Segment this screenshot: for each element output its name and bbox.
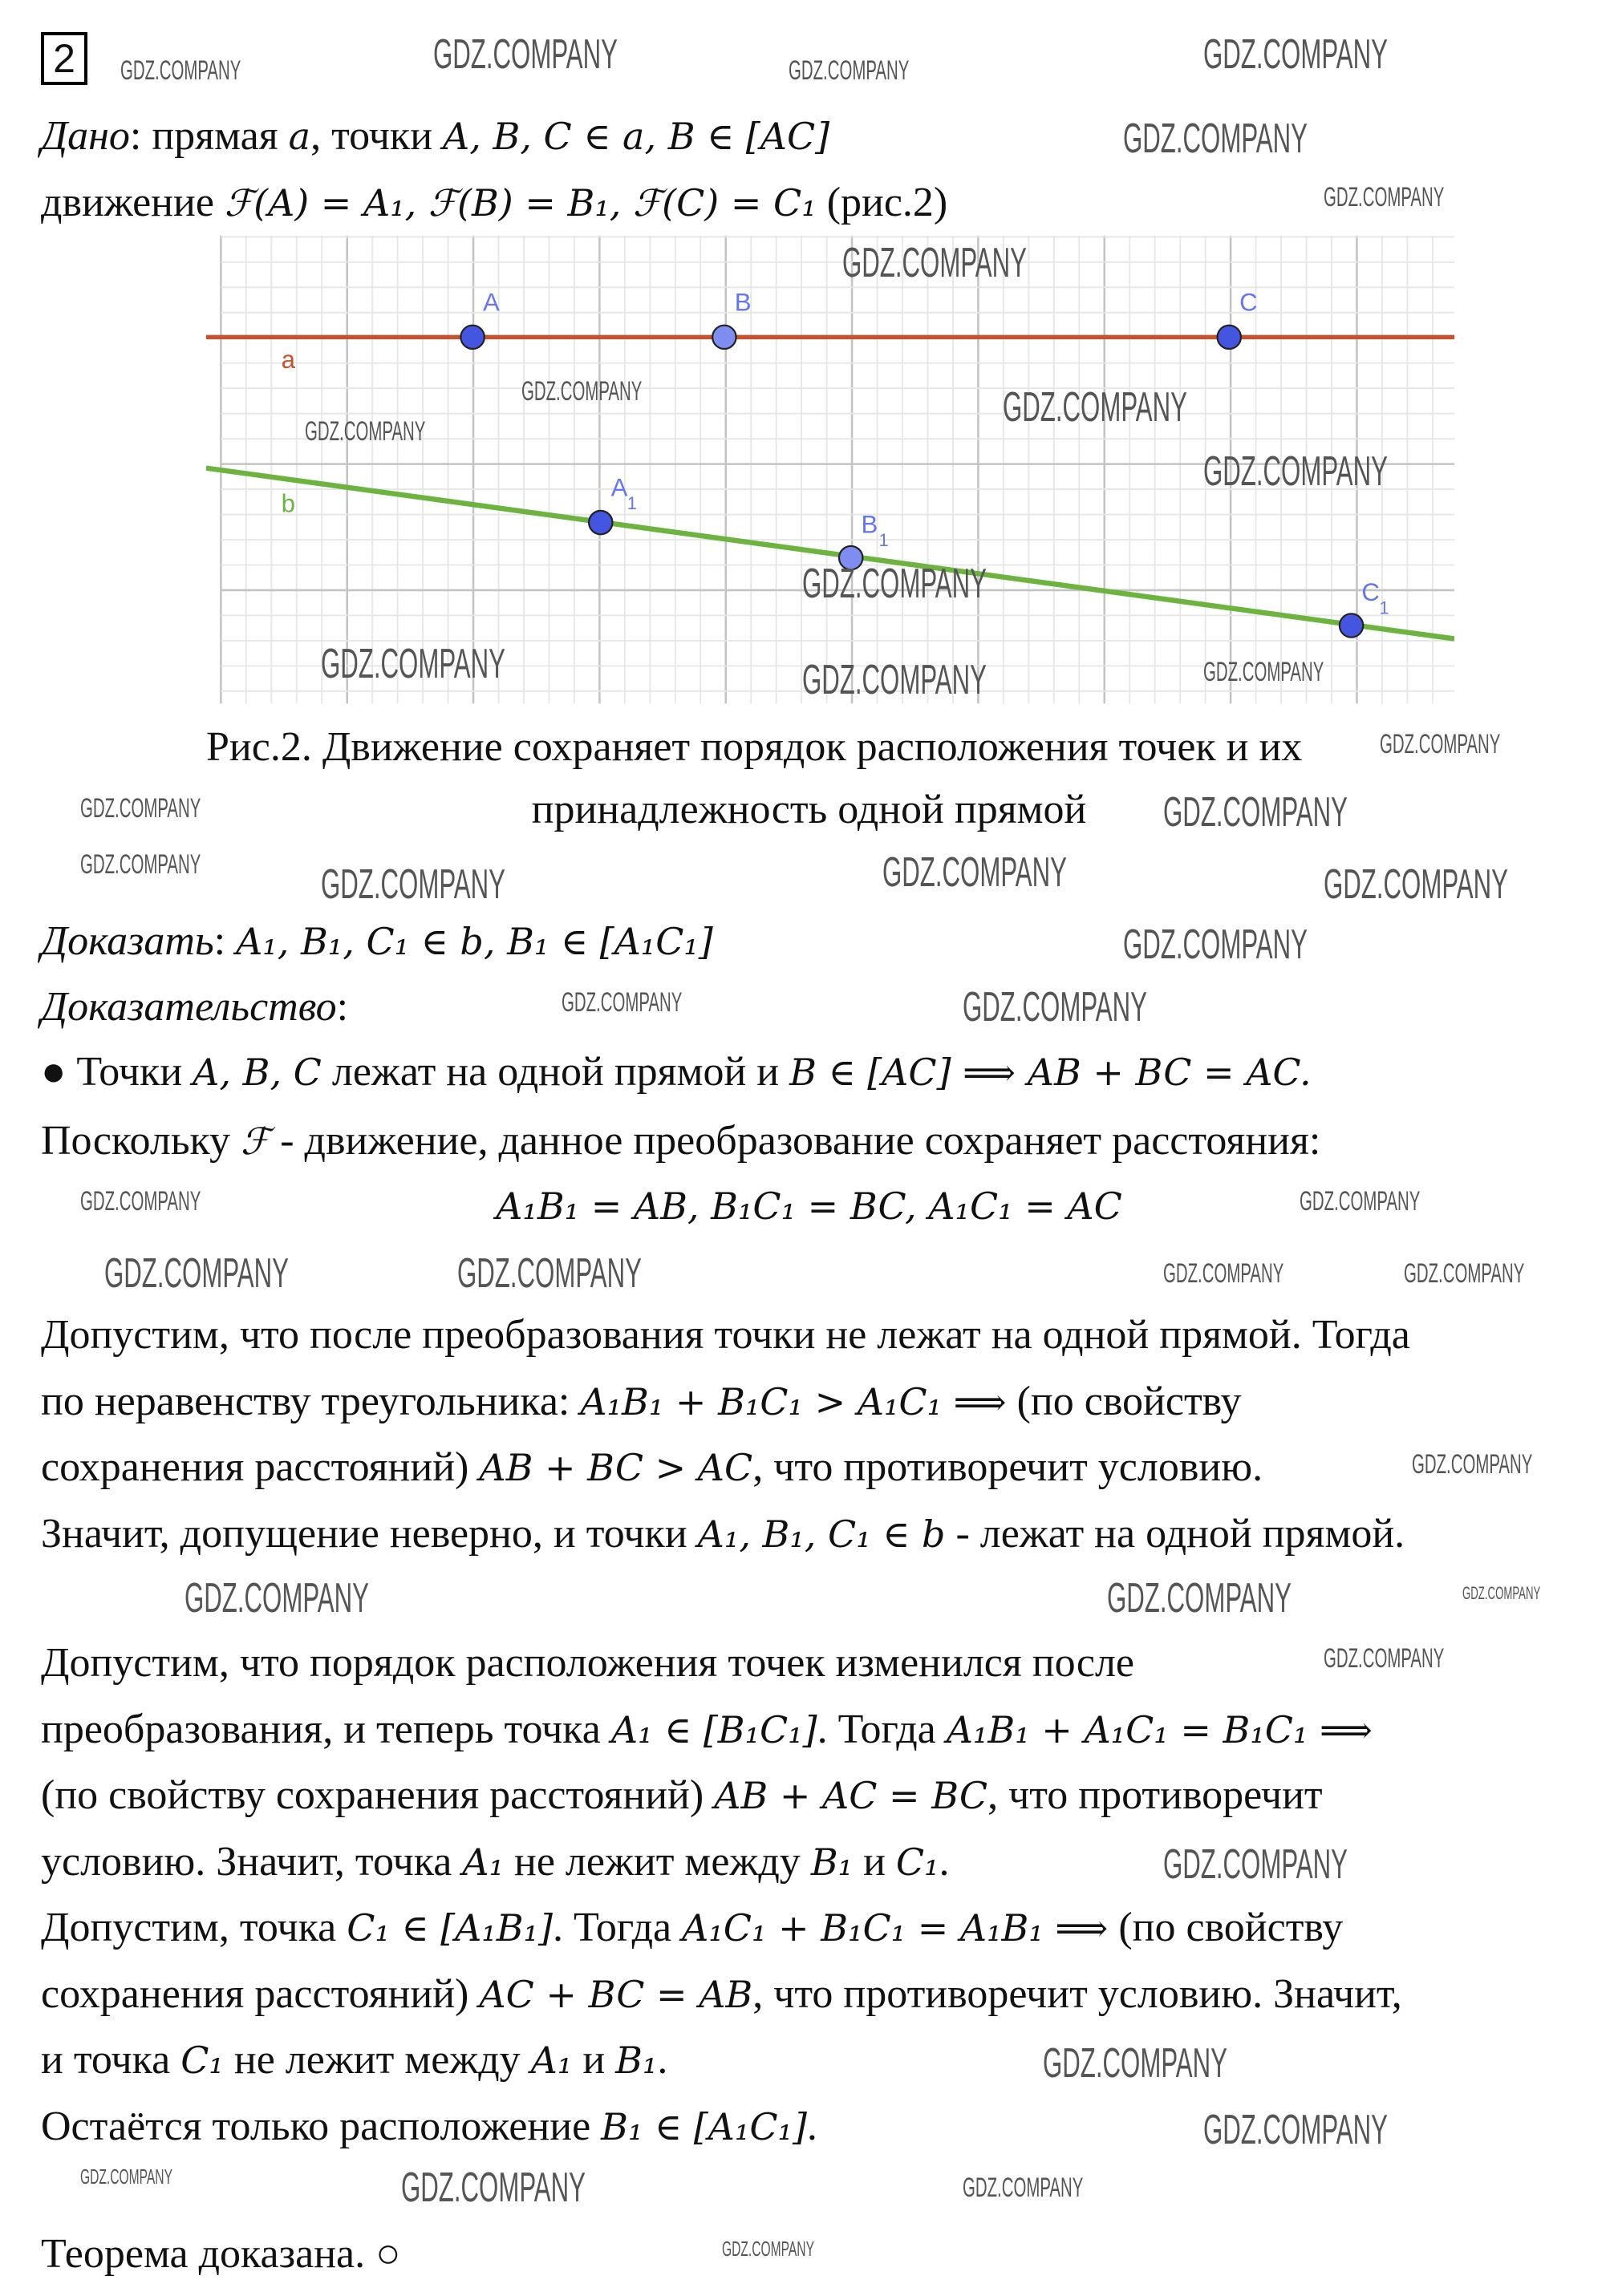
watermark: GDZ.COMPANY (1404, 1258, 1525, 1289)
label-C1: C (1361, 577, 1380, 606)
watermark: GDZ.COMPANY (1412, 1449, 1533, 1480)
proof-line (41, 1117, 1320, 1165)
math-expression: C₁ ∈ [A₁B₁] (347, 1906, 553, 1950)
text-segment: и (572, 2037, 616, 2083)
label-b: b (281, 489, 295, 518)
label-B: B (734, 288, 752, 317)
text-segment: , точки (310, 113, 444, 159)
label-C1-sub: 1 (1379, 597, 1389, 618)
watermark: GDZ.COMPANY (1324, 182, 1445, 213)
text-segment: : прямая (129, 113, 289, 159)
watermark: GDZ.COMPANY (789, 55, 910, 86)
text-segment: Теорема доказана. ○ (41, 2231, 401, 2277)
text-segment: и точка (41, 2037, 181, 2083)
watermark: GDZ.COMPANY (185, 1575, 369, 1622)
label-B1: B (861, 510, 878, 539)
label-A1-sub: 1 (627, 493, 638, 514)
watermark: GDZ.COMPANY (1107, 1575, 1292, 1622)
watermark: GDZ.COMPANY (1203, 2107, 1388, 2153)
math-expression: A, B, C (193, 1051, 322, 1094)
proof-heading (41, 983, 348, 1031)
watermark: GDZ.COMPANY (1203, 31, 1388, 78)
math-expression: A₁B₁ + A₁C₁ = B₁C₁ ⟹ (946, 1708, 1373, 1751)
given-line (41, 112, 829, 160)
math-expression: AC + BC = AB (479, 1973, 753, 2016)
watermark: GDZ.COMPANY (433, 31, 618, 78)
math-expression: ℱ (241, 1120, 270, 1163)
watermark: GDZ.COMPANY (1163, 1258, 1284, 1289)
text-segment: . (806, 2104, 817, 2149)
watermark: GDZ.COMPANY (1203, 657, 1324, 687)
proof-line (41, 1772, 1323, 1820)
text-segment: - движение, данное преобразование сохраняет расстояния: (270, 1118, 1321, 1164)
point-C (1218, 326, 1241, 349)
text-segment: сохранения расстояний) (41, 1971, 480, 2017)
math-expression: A₁, B₁, C₁ ∈ b (697, 1512, 946, 1556)
text-segment: Остаётся только расположение (41, 2104, 602, 2149)
caption-line-1 (206, 723, 1302, 771)
watermark: GDZ.COMPANY (120, 55, 241, 86)
text-segment: по неравенству треугольника: (41, 1379, 581, 1424)
watermark: GDZ.COMPANY (802, 561, 987, 607)
watermark: GDZ.COMPANY (842, 240, 1027, 286)
math-expression: A₁ ∈ [B₁C₁] (610, 1708, 817, 1751)
point-A (460, 326, 484, 349)
proof-line (41, 1838, 950, 1886)
proof-line (41, 1048, 1312, 1096)
point-B (712, 326, 736, 349)
text-segment: движение (41, 180, 225, 225)
caption-line-2 (0, 786, 1618, 834)
watermark: GDZ.COMPANY (963, 984, 1147, 1031)
text-segment: не лежит между (504, 1839, 811, 1885)
text-segment: (по свойству сохранения расстояний) (41, 1772, 715, 1818)
watermark: GDZ.COMPANY (321, 861, 505, 908)
text-segment: не лежит между (223, 2037, 531, 2083)
text-segment: лежат на одной прямой и (321, 1049, 790, 1095)
math-expression: AB + BC > AC (479, 1446, 753, 1489)
proof-line (41, 2103, 817, 2151)
math-expression: C₁ (180, 2039, 224, 2082)
point-A1 (589, 511, 612, 534)
problem-number: 2 (41, 32, 87, 85)
watermark: GDZ.COMPANY (80, 2164, 172, 2189)
math-expression: C₁ (895, 1840, 939, 1884)
text-segment: . Тогда (552, 1905, 683, 1950)
watermark: GDZ.COMPANY (80, 793, 201, 824)
watermark: GDZ.COMPANY (104, 1250, 289, 1297)
watermark: GDZ.COMPANY (80, 1186, 201, 1217)
given-motion-line (41, 179, 947, 227)
text-segment: сохранения расстояний) (41, 1444, 480, 1490)
text-segment: , что противоречит (987, 1772, 1323, 1818)
proof-line (41, 1639, 1134, 1687)
text-segment: Допустим, что после преобразования точки не лежат на одной прямой. Тогда (41, 1312, 1410, 1358)
math-expression: B₁ (810, 1840, 854, 1884)
text-segment: (рис.2) (816, 180, 948, 225)
to-prove-line (41, 917, 713, 966)
text-segment: , что противоречит условию. Значит, (752, 1971, 1402, 2017)
watermark: GDZ.COMPANY (305, 416, 426, 447)
text-segment: . (657, 2037, 668, 2083)
math-expression: A₁B₁ + B₁C₁ > A₁C₁ ⟹ (580, 1380, 1007, 1423)
text-segment: Допустим, точка (41, 1905, 347, 1950)
watermark: GDZ.COMPANY (1203, 448, 1388, 495)
watermark: GDZ.COMPANY (882, 849, 1067, 896)
watermark: GDZ.COMPANY (1462, 1583, 1541, 1603)
watermark: GDZ.COMPANY (1123, 921, 1308, 968)
proof-line (41, 1904, 1343, 1952)
proof-line (41, 2036, 667, 2084)
math-expression: A₁C₁ + B₁C₁ = A₁B₁ ⟹ (682, 1906, 1109, 1950)
point-C1 (1340, 613, 1363, 637)
text-segment: (по свойству (1108, 1905, 1344, 1950)
text-segment: Рис.2. Движение сохраняет порядок расположения точек и их (206, 724, 1303, 770)
text-segment: Поскольку (41, 1118, 241, 1164)
watermark: GDZ.COMPANY (1324, 1643, 1445, 1674)
text-segment: условию. Значит, точка (41, 1839, 463, 1885)
text-segment: . (939, 1839, 950, 1885)
watermark: GDZ.COMPANY (1163, 1841, 1348, 1888)
label-C: C (1239, 288, 1258, 317)
label-A1: A (610, 473, 628, 502)
text-segment: - лежат на одной прямой. (945, 1511, 1405, 1557)
watermark: GDZ.COMPANY (1324, 861, 1508, 908)
proof-line (41, 1378, 1241, 1426)
label-B1-sub: 1 (878, 529, 889, 550)
text-segment: Дано (41, 113, 130, 159)
watermark: GDZ.COMPANY (1300, 1186, 1421, 1217)
math-expression: B ∈ [AC] ⟹ AB + BC = AC. (789, 1051, 1312, 1094)
watermark: GDZ.COMPANY (802, 657, 987, 703)
label-a: a (281, 345, 295, 374)
math-expression: A₁, B₁, C₁ ∈ b, B₁ ∈ [A₁C₁] (236, 920, 713, 963)
watermark: GDZ.COMPANY (321, 641, 505, 687)
text-segment: : (213, 918, 237, 964)
label-A: A (482, 288, 500, 317)
text-segment: : (336, 984, 349, 1030)
text-segment: Допустим, что порядок расположения точек изменился после (41, 1640, 1134, 1686)
text-segment: ● Точки (41, 1049, 193, 1095)
watermark: GDZ.COMPANY (457, 1250, 642, 1297)
watermark: GDZ.COMPANY (1003, 384, 1187, 431)
watermark: GDZ.COMPANY (521, 376, 643, 407)
watermark: GDZ.COMPANY (963, 2172, 1084, 2203)
text-segment: преобразования, и теперь точка (41, 1707, 611, 1752)
text-segment: и (853, 1839, 896, 1885)
proof-line (41, 1444, 1263, 1492)
text-segment: . Тогда (817, 1707, 947, 1752)
watermark: GDZ.COMPANY (401, 2164, 586, 2211)
math-expression: A₁ (462, 1840, 505, 1884)
math-expression: A₁B₁ = AB, B₁C₁ = BC, A₁C₁ = AC (496, 1184, 1122, 1228)
math-expression: ℱ(A) = A₁, ℱ(B) = B₁, ℱ(C) = C₁ (224, 181, 817, 225)
watermark: GDZ.COMPANY (562, 987, 683, 1018)
math-expression: a (288, 115, 311, 158)
proof-line (41, 1311, 1410, 1359)
proof-line (41, 1970, 1402, 2019)
text-segment: Значит, допущение неверно, и точки (41, 1511, 698, 1557)
watermark: GDZ.COMPANY (1043, 2040, 1227, 2087)
watermark: GDZ.COMPANY (1123, 115, 1308, 162)
proof-line (41, 1706, 1373, 1754)
text-segment: Доказательство (41, 984, 337, 1030)
watermark: GDZ.COMPANY (722, 2237, 814, 2261)
text-segment: Доказать (41, 918, 214, 964)
math-expression: A₁ (530, 2039, 573, 2082)
watermark: GDZ.COMPANY (1163, 789, 1348, 836)
conclusion-line (41, 2230, 401, 2278)
text-segment: принадлежность одной прямой (531, 787, 1087, 832)
math-expression: A, B, C ∈ a, B ∈ [AC] (443, 115, 830, 158)
math-expression: B₁ (615, 2039, 658, 2082)
watermark: GDZ.COMPANY (1380, 729, 1501, 759)
proof-line (41, 1510, 1405, 1558)
math-expression: B₁ ∈ [A₁C₁] (601, 2105, 807, 2148)
watermark: GDZ.COMPANY (80, 849, 201, 880)
text-segment: , что противоречит условию. (752, 1444, 1263, 1490)
text-segment: (по свойству (1006, 1379, 1242, 1424)
math-expression: AB + AC = BC (714, 1774, 988, 1817)
